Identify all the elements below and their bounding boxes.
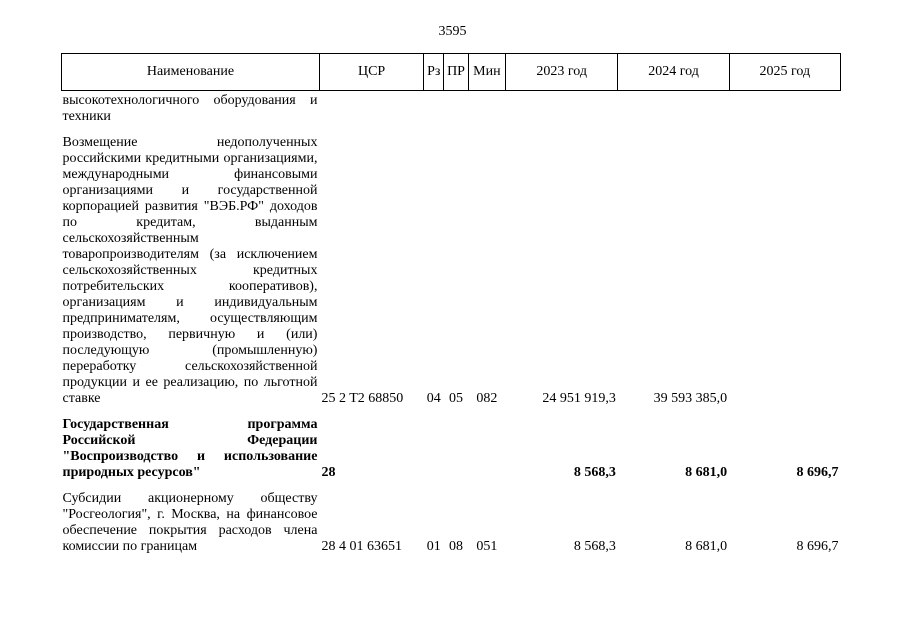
table-row xyxy=(62,91,841,126)
row-2024: 8 681,0 xyxy=(685,465,728,480)
page-number: 3595 xyxy=(438,24,467,39)
row-min xyxy=(468,91,505,126)
row-name: высокотехнологичного оборудования и техники xyxy=(62,93,318,124)
row-pr xyxy=(444,417,468,481)
row-rz: 04 xyxy=(426,391,441,406)
row-pr: 08 xyxy=(449,539,464,554)
row-2023: 24 951 919,3 xyxy=(542,391,616,406)
row-name: Возмещение недополученных российскими кредитными организациями, международными финансовыми организациями и государственной корпорацией развития "ВЭБ.РФ" доходов по кредитам, выданным сельскохозяйственным товаропроизводителям (за исключением сельскохозяйственных кредитных потребительских кооперативов), организациям и индивидуальным предпринимателям, осуществляющим производство, первичную и (или) последующую (промышленную) переработку сельскохозяйственной продукции и ее реализацию, по льготной ставке xyxy=(62,135,318,406)
header-2024: 2024 год xyxy=(618,54,729,91)
row-2025 xyxy=(729,135,840,407)
table-row xyxy=(62,417,841,481)
row-csr: 28 xyxy=(321,465,336,480)
header-pr: ПР xyxy=(444,54,468,91)
row-csr: 25 2 T2 68850 xyxy=(321,391,404,406)
header-csr: ЦСР xyxy=(319,54,423,91)
row-min: 051 xyxy=(476,539,498,554)
row-name: Субсидии акционерному обществу "Росгеология", г. Москва, на финансовое обеспечение покрытия расходов члена комиссии по границам xyxy=(62,491,318,554)
row-2025: 8 696,7 xyxy=(796,539,839,554)
row-2023 xyxy=(506,91,618,126)
row-2024: 39 593 385,0 xyxy=(653,391,728,406)
row-2023: 8 568,3 xyxy=(573,465,616,480)
row-2024: 8 681,0 xyxy=(685,539,728,554)
table-row xyxy=(62,135,841,407)
row-pr: 05 xyxy=(449,391,464,406)
row-2024 xyxy=(618,91,729,126)
row-rz: 01 xyxy=(426,539,441,554)
row-rz xyxy=(424,91,444,126)
header-rz: Рз xyxy=(424,54,444,91)
table-header-row xyxy=(62,54,841,91)
row-pr xyxy=(444,91,468,126)
header-min: Мин xyxy=(468,54,505,91)
row-rz xyxy=(424,417,444,481)
header-2023: 2023 год xyxy=(506,54,618,91)
header-name: Наименование xyxy=(62,54,320,91)
header-2025: 2025 год xyxy=(729,54,840,91)
row-csr xyxy=(319,91,423,126)
row-2023: 8 568,3 xyxy=(573,539,616,554)
row-csr: 28 4 01 63651 xyxy=(321,539,402,554)
budget-table xyxy=(61,53,841,555)
row-2025: 8 696,7 xyxy=(796,465,839,480)
row-min xyxy=(468,417,505,481)
row-min: 082 xyxy=(476,391,498,406)
row-name: Государственная программа Российской Федерации "Воспроизводство и использование природных ресурсов" xyxy=(62,417,318,480)
row-2025 xyxy=(729,91,840,126)
table-row xyxy=(62,491,841,555)
